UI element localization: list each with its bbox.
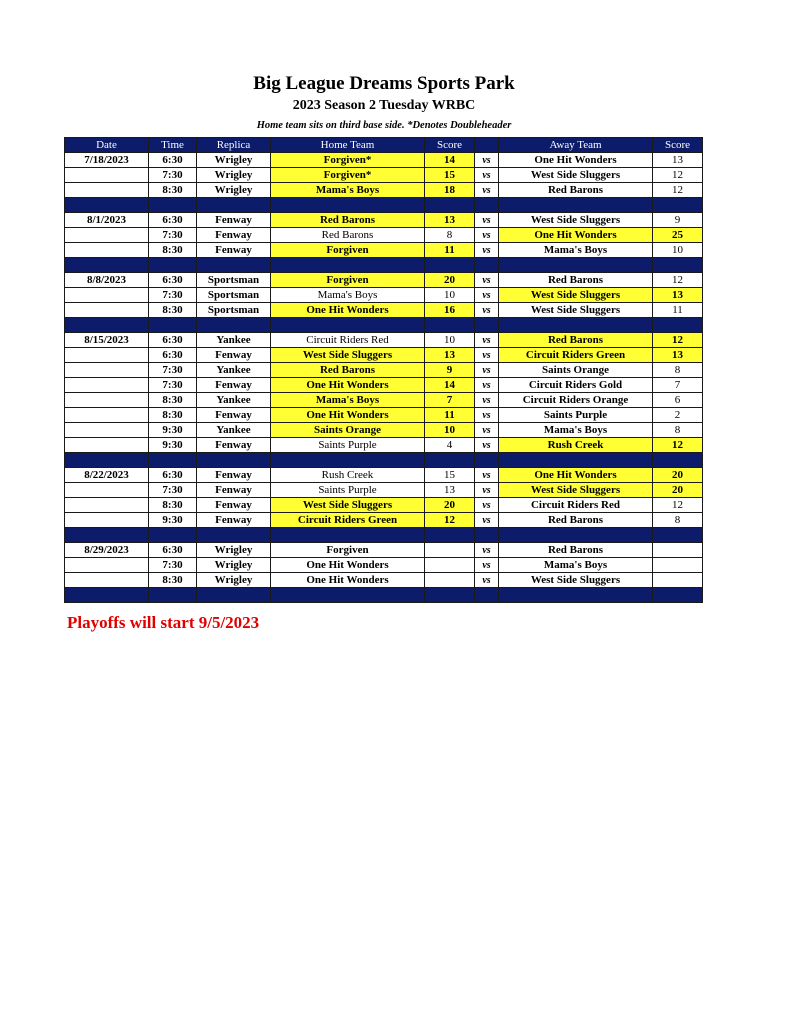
away-team-cell: West Side Sluggers	[499, 573, 653, 588]
separator-cell	[65, 453, 149, 468]
date-cell	[65, 348, 149, 363]
table-row	[65, 543, 703, 558]
playoffs-notice: Playoffs will start 9/5/2023	[67, 613, 260, 632]
home-score-cell: 11	[425, 243, 475, 258]
away-team-cell: Circuit Riders Green	[499, 348, 653, 363]
away-team-cell: Saints Orange	[499, 363, 653, 378]
field-cell: Wrigley	[197, 153, 271, 168]
separator-cell	[149, 318, 197, 333]
time-cell: 7:30	[149, 168, 197, 183]
field-cell: Fenway	[197, 468, 271, 483]
week-separator	[65, 528, 703, 543]
date-cell: 8/8/2023	[65, 273, 149, 288]
separator-cell	[149, 588, 197, 603]
date-cell: 8/1/2023	[65, 213, 149, 228]
away-score-cell: 25	[653, 228, 703, 243]
away-score-cell: 8	[653, 423, 703, 438]
vs-cell: vs	[475, 213, 499, 228]
vs-cell: vs	[475, 468, 499, 483]
field-cell: Sportsman	[197, 273, 271, 288]
away-score-cell: 12	[653, 168, 703, 183]
time-cell: 6:30	[149, 348, 197, 363]
time-cell: 7:30	[149, 228, 197, 243]
separator-cell	[653, 258, 703, 273]
home-team-cell: West Side Sluggers	[271, 348, 425, 363]
date-cell	[65, 243, 149, 258]
separator-cell	[197, 258, 271, 273]
home-score-cell: 15	[425, 468, 475, 483]
week-separator	[65, 453, 703, 468]
time-cell: 7:30	[149, 378, 197, 393]
vs-cell: vs	[475, 408, 499, 423]
home-score-cell: 14	[425, 378, 475, 393]
vs-cell: vs	[475, 543, 499, 558]
away-score-cell: 12	[653, 498, 703, 513]
home-team-cell: Circuit Riders Red	[271, 333, 425, 348]
field-cell: Yankee	[197, 333, 271, 348]
table-row	[65, 408, 703, 423]
home-score-cell: 10	[425, 288, 475, 303]
separator-cell	[475, 588, 499, 603]
separator-cell	[271, 198, 425, 213]
away-team-cell: Mama's Boys	[499, 243, 653, 258]
vs-cell: vs	[475, 348, 499, 363]
home-team-cell: Mama's Boys	[271, 183, 425, 198]
date-cell	[65, 573, 149, 588]
home-team-cell: Red Barons	[271, 363, 425, 378]
away-team-cell: Red Barons	[499, 513, 653, 528]
field-cell: Yankee	[197, 363, 271, 378]
field-cell: Sportsman	[197, 288, 271, 303]
vs-cell: vs	[475, 423, 499, 438]
header-row	[65, 138, 703, 153]
time-cell: 8:30	[149, 303, 197, 318]
date-cell: 8/29/2023	[65, 543, 149, 558]
table-row	[65, 378, 703, 393]
vs-cell: vs	[475, 153, 499, 168]
home-team-cell: One Hit Wonders	[271, 573, 425, 588]
separator-cell	[475, 258, 499, 273]
page-subtitle: 2023 Season 2 Tuesday WRBC	[292, 98, 476, 113]
separator-cell	[425, 528, 475, 543]
away-score-cell	[653, 573, 703, 588]
home-team-cell: Forgiven*	[271, 168, 425, 183]
vs-cell: vs	[475, 513, 499, 528]
away-score-cell: 2	[653, 408, 703, 423]
away-score-cell: 8	[653, 513, 703, 528]
table-row	[65, 513, 703, 528]
time-cell: 7:30	[149, 363, 197, 378]
separator-cell	[653, 588, 703, 603]
home-team-cell: Saints Orange	[271, 423, 425, 438]
separator-cell	[149, 258, 197, 273]
field-cell: Wrigley	[197, 183, 271, 198]
table-row	[65, 393, 703, 408]
away-team-cell: West Side Sluggers	[499, 288, 653, 303]
vs-cell: vs	[475, 573, 499, 588]
home-team-cell: One Hit Wonders	[271, 558, 425, 573]
time-cell: 6:30	[149, 333, 197, 348]
separator-cell	[653, 318, 703, 333]
home-score-cell: 10	[425, 333, 475, 348]
field-cell: Fenway	[197, 513, 271, 528]
field-cell: Yankee	[197, 393, 271, 408]
separator-cell	[425, 588, 475, 603]
field-cell: Fenway	[197, 498, 271, 513]
home-team-cell: One Hit Wonders	[271, 408, 425, 423]
table-row	[65, 213, 703, 228]
separator-cell	[475, 318, 499, 333]
table-row	[65, 333, 703, 348]
away-score-cell: 8	[653, 363, 703, 378]
home-team-cell: Rush Creek	[271, 468, 425, 483]
field-cell: Yankee	[197, 423, 271, 438]
table-row	[65, 228, 703, 243]
separator-cell	[653, 453, 703, 468]
away-team-cell: Circuit Riders Orange	[499, 393, 653, 408]
field-cell: Fenway	[197, 243, 271, 258]
separator-cell	[499, 588, 653, 603]
field-cell: Fenway	[197, 378, 271, 393]
date-cell	[65, 363, 149, 378]
table-row	[65, 168, 703, 183]
vs-cell: vs	[475, 558, 499, 573]
away-team-cell: One Hit Wonders	[499, 153, 653, 168]
header-away-team: Away Team	[499, 138, 653, 153]
away-score-cell: 9	[653, 213, 703, 228]
vs-cell: vs	[475, 183, 499, 198]
home-score-cell: 4	[425, 438, 475, 453]
time-cell: 8:30	[149, 243, 197, 258]
table-row	[65, 153, 703, 168]
home-team-cell: Forgiven	[271, 243, 425, 258]
table-row	[65, 423, 703, 438]
field-cell: Wrigley	[197, 543, 271, 558]
time-cell: 9:30	[149, 438, 197, 453]
field-cell: Sportsman	[197, 303, 271, 318]
time-cell: 6:30	[149, 153, 197, 168]
table-row	[65, 498, 703, 513]
away-team-cell: Red Barons	[499, 543, 653, 558]
separator-cell	[425, 318, 475, 333]
away-score-cell	[653, 543, 703, 558]
separator-cell	[65, 198, 149, 213]
separator-cell	[65, 258, 149, 273]
time-cell: 7:30	[149, 558, 197, 573]
date-cell	[65, 498, 149, 513]
separator-cell	[65, 318, 149, 333]
separator-cell	[271, 528, 425, 543]
separator-cell	[425, 258, 475, 273]
time-cell: 8:30	[149, 573, 197, 588]
home-team-cell: West Side Sluggers	[271, 498, 425, 513]
home-team-cell: Forgiven	[271, 543, 425, 558]
table-row	[65, 348, 703, 363]
away-team-cell: West Side Sluggers	[499, 213, 653, 228]
vs-cell: vs	[475, 393, 499, 408]
separator-cell	[271, 258, 425, 273]
separator-cell	[197, 588, 271, 603]
away-team-cell: One Hit Wonders	[499, 228, 653, 243]
time-cell: 9:30	[149, 423, 197, 438]
vs-cell: vs	[475, 498, 499, 513]
separator-cell	[149, 453, 197, 468]
home-team-cell: Mama's Boys	[271, 393, 425, 408]
away-score-cell: 20	[653, 483, 703, 498]
away-team-cell: Saints Purple	[499, 408, 653, 423]
date-cell	[65, 513, 149, 528]
vs-cell: vs	[475, 243, 499, 258]
away-score-cell: 12	[653, 273, 703, 288]
home-score-cell: 7	[425, 393, 475, 408]
away-team-cell: Circuit Riders Red	[499, 498, 653, 513]
home-score-cell: 10	[425, 423, 475, 438]
separator-cell	[197, 453, 271, 468]
home-score-cell: 13	[425, 483, 475, 498]
away-team-cell: Circuit Riders Gold	[499, 378, 653, 393]
time-cell: 6:30	[149, 468, 197, 483]
separator-cell	[475, 453, 499, 468]
vs-cell: vs	[475, 273, 499, 288]
separator-cell	[197, 318, 271, 333]
home-score-cell: 11	[425, 408, 475, 423]
time-cell: 6:30	[149, 273, 197, 288]
time-cell: 6:30	[149, 213, 197, 228]
away-score-cell: 10	[653, 243, 703, 258]
away-score-cell: 12	[653, 438, 703, 453]
vs-cell: vs	[475, 438, 499, 453]
home-score-cell	[425, 558, 475, 573]
separator-cell	[197, 198, 271, 213]
date-cell	[65, 438, 149, 453]
header-date: Date	[65, 138, 149, 153]
home-score-cell: 16	[425, 303, 475, 318]
home-score-cell	[425, 573, 475, 588]
table-row	[65, 288, 703, 303]
time-cell: 7:30	[149, 288, 197, 303]
table-row	[65, 273, 703, 288]
field-cell: Wrigley	[197, 168, 271, 183]
home-team-cell: Saints Purple	[271, 483, 425, 498]
time-cell: 8:30	[149, 183, 197, 198]
schedule-note: Home team sits on third base side. *Denotes Doubleheader	[256, 120, 512, 131]
date-cell: 8/15/2023	[65, 333, 149, 348]
table-row	[65, 363, 703, 378]
home-team-cell: Forgiven	[271, 273, 425, 288]
header-time: Time	[149, 138, 197, 153]
home-score-cell: 12	[425, 513, 475, 528]
date-cell	[65, 183, 149, 198]
home-team-cell: Circuit Riders Green	[271, 513, 425, 528]
away-team-cell: West Side Sluggers	[499, 483, 653, 498]
away-team-cell: Rush Creek	[499, 438, 653, 453]
date-cell	[65, 393, 149, 408]
vs-cell: vs	[475, 288, 499, 303]
separator-cell	[271, 318, 425, 333]
separator-cell	[425, 198, 475, 213]
home-team-cell: Red Barons	[271, 228, 425, 243]
vs-cell: vs	[475, 168, 499, 183]
home-score-cell: 20	[425, 273, 475, 288]
date-cell	[65, 423, 149, 438]
away-score-cell: 13	[653, 153, 703, 168]
date-cell: 7/18/2023	[65, 153, 149, 168]
time-cell: 8:30	[149, 393, 197, 408]
separator-cell	[499, 198, 653, 213]
header-replica: Replica	[197, 138, 271, 153]
separator-cell	[499, 258, 653, 273]
away-score-cell: 12	[653, 183, 703, 198]
field-cell: Wrigley	[197, 573, 271, 588]
separator-cell	[475, 198, 499, 213]
separator-cell	[499, 453, 653, 468]
separator-cell	[197, 528, 271, 543]
date-cell	[65, 378, 149, 393]
separator-cell	[475, 528, 499, 543]
away-score-cell: 11	[653, 303, 703, 318]
away-score-cell: 12	[653, 333, 703, 348]
vs-cell: vs	[475, 228, 499, 243]
time-cell: 8:30	[149, 498, 197, 513]
table-row	[65, 303, 703, 318]
field-cell: Wrigley	[197, 558, 271, 573]
schedule-table	[64, 137, 703, 603]
date-cell	[65, 168, 149, 183]
home-team-cell: One Hit Wonders	[271, 303, 425, 318]
away-score-cell: 6	[653, 393, 703, 408]
away-team-cell: Mama's Boys	[499, 423, 653, 438]
vs-cell: vs	[475, 378, 499, 393]
week-separator	[65, 318, 703, 333]
away-team-cell: Red Barons	[499, 183, 653, 198]
field-cell: Fenway	[197, 228, 271, 243]
home-team-cell: One Hit Wonders	[271, 378, 425, 393]
home-score-cell: 14	[425, 153, 475, 168]
time-cell: 9:30	[149, 513, 197, 528]
separator-cell	[65, 588, 149, 603]
time-cell: 6:30	[149, 543, 197, 558]
home-score-cell: 13	[425, 348, 475, 363]
separator-cell	[149, 198, 197, 213]
separator-cell	[271, 588, 425, 603]
home-score-cell: 20	[425, 498, 475, 513]
separator-cell	[149, 528, 197, 543]
separator-cell	[65, 528, 149, 543]
home-score-cell: 18	[425, 183, 475, 198]
home-team-cell: Saints Purple	[271, 438, 425, 453]
week-separator	[65, 258, 703, 273]
header-vs	[475, 138, 499, 153]
date-cell	[65, 303, 149, 318]
away-score-cell: 13	[653, 288, 703, 303]
table-row	[65, 483, 703, 498]
header-home-team: Home Team	[271, 138, 425, 153]
home-score-cell: 8	[425, 228, 475, 243]
date-cell: 8/22/2023	[65, 468, 149, 483]
separator-cell	[271, 453, 425, 468]
home-team-cell: Mama's Boys	[271, 288, 425, 303]
separator-cell	[499, 318, 653, 333]
date-cell	[65, 483, 149, 498]
away-score-cell: 13	[653, 348, 703, 363]
header-away-score: Score	[653, 138, 703, 153]
away-team-cell: One Hit Wonders	[499, 468, 653, 483]
separator-cell	[653, 528, 703, 543]
table-row	[65, 468, 703, 483]
home-team-cell: Forgiven*	[271, 153, 425, 168]
home-team-cell: Red Barons	[271, 213, 425, 228]
vs-cell: vs	[475, 483, 499, 498]
page-title: Big League Dreams Sports Park	[253, 73, 515, 94]
week-separator	[65, 198, 703, 213]
date-cell	[65, 558, 149, 573]
away-team-cell: Mama's Boys	[499, 558, 653, 573]
table-row	[65, 558, 703, 573]
vs-cell: vs	[475, 363, 499, 378]
home-score-cell: 13	[425, 213, 475, 228]
away-score-cell: 20	[653, 468, 703, 483]
date-cell	[65, 228, 149, 243]
home-score-cell: 9	[425, 363, 475, 378]
table-row	[65, 243, 703, 258]
week-separator	[65, 588, 703, 603]
away-team-cell: West Side Sluggers	[499, 303, 653, 318]
date-cell	[65, 408, 149, 423]
away-score-cell	[653, 558, 703, 573]
vs-cell: vs	[475, 303, 499, 318]
separator-cell	[499, 528, 653, 543]
separator-cell	[653, 198, 703, 213]
table-row	[65, 183, 703, 198]
field-cell: Fenway	[197, 213, 271, 228]
header-home-score: Score	[425, 138, 475, 153]
away-team-cell: Red Barons	[499, 333, 653, 348]
away-team-cell: West Side Sluggers	[499, 168, 653, 183]
field-cell: Fenway	[197, 408, 271, 423]
separator-cell	[425, 453, 475, 468]
vs-cell: vs	[475, 333, 499, 348]
away-team-cell: Red Barons	[499, 273, 653, 288]
schedule-body	[65, 153, 703, 603]
time-cell: 7:30	[149, 483, 197, 498]
date-cell	[65, 288, 149, 303]
table-row	[65, 573, 703, 588]
time-cell: 8:30	[149, 408, 197, 423]
field-cell: Fenway	[197, 438, 271, 453]
field-cell: Fenway	[197, 348, 271, 363]
home-score-cell	[425, 543, 475, 558]
table-row	[65, 438, 703, 453]
field-cell: Fenway	[197, 483, 271, 498]
home-score-cell: 15	[425, 168, 475, 183]
away-score-cell: 7	[653, 378, 703, 393]
